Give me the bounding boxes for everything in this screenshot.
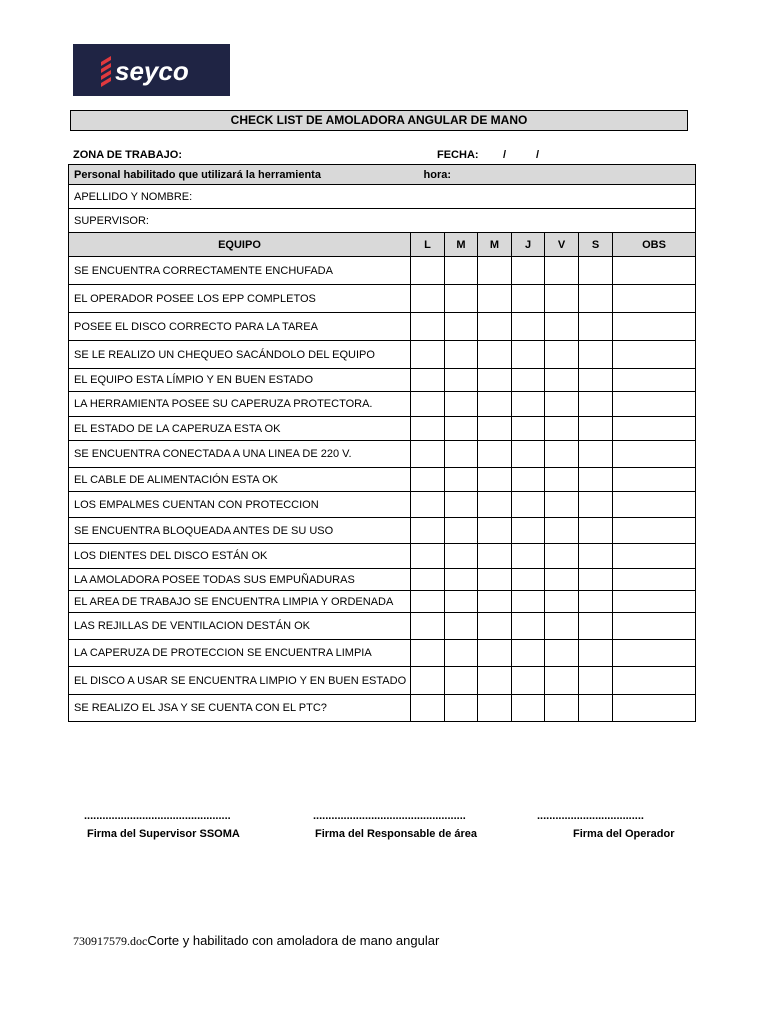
checklist-item-label: LOS EMPALMES CUENTAN CON PROTECCION (69, 492, 411, 518)
check-cell-miercoles[interactable] (478, 417, 512, 441)
checklist-item-label: EL OPERADOR POSEE LOS EPP COMPLETOS (69, 285, 411, 313)
check-cell-miercoles[interactable] (478, 441, 512, 468)
check-cell-lunes[interactable] (411, 257, 445, 285)
check-cell-miercoles[interactable] (478, 369, 512, 392)
check-cell-lunes[interactable] (411, 640, 445, 667)
check-cell-obs[interactable] (613, 257, 696, 285)
check-cell-viernes[interactable] (545, 441, 579, 468)
check-cell-viernes[interactable] (545, 313, 579, 341)
responsable-signature-label: Firma del Responsable de área (315, 828, 478, 840)
check-cell-obs[interactable] (613, 285, 696, 313)
check-cell-lunes[interactable] (411, 285, 445, 313)
check-cell-lunes[interactable] (411, 613, 445, 640)
supervisor-field[interactable]: SUPERVISOR: (69, 209, 696, 233)
checklist-item-label: LOS DIENTES DEL DISCO ESTÁN OK (69, 544, 411, 569)
check-cell-martes[interactable] (445, 518, 478, 544)
check-cell-miercoles[interactable] (478, 569, 512, 591)
zona-label: ZONA DE TRABAJO: (73, 149, 182, 161)
check-cell-lunes[interactable] (411, 417, 445, 441)
checklist-table (68, 164, 696, 722)
check-cell-miercoles[interactable] (478, 544, 512, 569)
check-cell-sabado[interactable] (579, 492, 613, 518)
col-equipo: EQUIPO (69, 233, 411, 257)
check-cell-viernes[interactable] (545, 257, 579, 285)
checklist-item-label: EL EQUIPO ESTA LÍMPIO Y EN BUEN ESTADO (69, 369, 411, 392)
check-cell-lunes[interactable] (411, 492, 445, 518)
check-cell-viernes[interactable] (545, 544, 579, 569)
check-cell-sabado[interactable] (579, 441, 613, 468)
checklist-item-label: POSEE EL DISCO CORRECTO PARA LA TAREA (69, 313, 411, 341)
column-header-row (69, 233, 696, 257)
checklist-row (69, 569, 696, 591)
check-cell-martes[interactable] (445, 313, 478, 341)
checklist-item-label: EL ESTADO DE LA CAPERUZA ESTA OK (69, 417, 411, 441)
checklist-item-label: LA CAPERUZA DE PROTECCION SE ENCUENTRA LIMPIA (69, 640, 411, 667)
checklist-row (69, 591, 696, 613)
checklist-row (69, 544, 696, 569)
check-cell-obs[interactable] (613, 313, 696, 341)
document-footer (73, 933, 439, 949)
check-cell-miercoles[interactable] (478, 667, 512, 695)
check-cell-sabado[interactable] (579, 417, 613, 441)
check-cell-jueves[interactable] (512, 468, 545, 492)
check-cell-jueves[interactable] (512, 613, 545, 640)
supervisor-signature-label: Firma del Supervisor SSOMA (87, 828, 240, 840)
check-cell-sabado[interactable] (579, 392, 613, 417)
work-zone-row (73, 148, 693, 164)
checklist-item-label: SE ENCUENTRA BLOQUEADA ANTES DE SU USO (69, 518, 411, 544)
checklist-item-label: LA AMOLADORA POSEE TODAS SUS EMPUÑADURAS (69, 569, 411, 591)
checklist-row (69, 369, 696, 392)
checklist-row (69, 492, 696, 518)
check-cell-sabado[interactable] (579, 591, 613, 613)
check-cell-martes[interactable] (445, 257, 478, 285)
checklist-items (69, 257, 696, 722)
check-cell-lunes[interactable] (411, 369, 445, 392)
check-cell-martes[interactable] (445, 441, 478, 468)
checklist-row (69, 468, 696, 492)
check-cell-obs[interactable] (613, 341, 696, 369)
check-cell-obs[interactable] (613, 591, 696, 613)
checklist-row (69, 313, 696, 341)
check-cell-obs[interactable] (613, 518, 696, 544)
check-cell-sabado[interactable] (579, 569, 613, 591)
check-cell-martes[interactable] (445, 640, 478, 667)
checklist-row (69, 667, 696, 695)
check-cell-sabado[interactable] (579, 544, 613, 569)
check-cell-viernes[interactable] (545, 417, 579, 441)
checklist-row (69, 640, 696, 667)
footer-filename: 730917579.doc (73, 934, 148, 948)
check-cell-sabado[interactable] (579, 518, 613, 544)
check-cell-martes[interactable] (445, 369, 478, 392)
check-cell-obs[interactable] (613, 441, 696, 468)
checklist-item-label: LA HERRAMIENTA POSEE SU CAPERUZA PROTECTORA. (69, 392, 411, 417)
check-cell-martes[interactable] (445, 613, 478, 640)
check-cell-jueves[interactable] (512, 544, 545, 569)
check-cell-obs[interactable] (613, 613, 696, 640)
checklist-row (69, 695, 696, 722)
check-cell-sabado[interactable] (579, 667, 613, 695)
check-cell-viernes[interactable] (545, 285, 579, 313)
check-cell-martes[interactable] (445, 569, 478, 591)
checklist-row (69, 392, 696, 417)
hora-label: hora: (423, 168, 451, 181)
checklist-item-label: SE ENCUENTRA CORRECTAMENTE ENCHUFADA (69, 257, 411, 285)
check-cell-lunes[interactable] (411, 313, 445, 341)
check-cell-jueves[interactable] (512, 369, 545, 392)
checklist-item-label: LAS REJILLAS DE VENTILACION DESTÁN OK (69, 613, 411, 640)
check-cell-jueves[interactable] (512, 591, 545, 613)
signature-line: ................................... (537, 810, 644, 822)
check-cell-martes[interactable] (445, 392, 478, 417)
check-cell-miercoles[interactable] (478, 613, 512, 640)
check-cell-viernes[interactable] (545, 613, 579, 640)
check-cell-miercoles[interactable] (478, 285, 512, 313)
checklist-row (69, 518, 696, 544)
check-cell-obs[interactable] (613, 369, 696, 392)
date-separator: / (536, 149, 540, 161)
checklist-row (69, 613, 696, 640)
signature-section (0, 810, 768, 850)
check-cell-martes[interactable] (445, 591, 478, 613)
col-martes: M (445, 233, 478, 257)
checklist-item-label: SE ENCUENTRA CONECTADA A UNA LINEA DE 220 V. (69, 441, 411, 468)
check-cell-martes[interactable] (445, 667, 478, 695)
check-cell-obs[interactable] (613, 492, 696, 518)
apellido-row (69, 185, 696, 209)
check-cell-viernes[interactable] (545, 695, 579, 722)
check-cell-obs[interactable] (613, 392, 696, 417)
footer-caption: Corte y habilitado con amoladora de mano angular (147, 933, 440, 948)
check-cell-obs[interactable] (613, 667, 696, 695)
check-cell-lunes[interactable] (411, 518, 445, 544)
check-cell-miercoles[interactable] (478, 492, 512, 518)
check-cell-viernes[interactable] (545, 667, 579, 695)
apellido-field[interactable]: APELLIDO Y NOMBRE: (69, 185, 696, 209)
check-cell-jueves[interactable] (512, 569, 545, 591)
check-cell-jueves[interactable] (512, 257, 545, 285)
check-cell-viernes[interactable] (545, 518, 579, 544)
check-cell-miercoles[interactable] (478, 640, 512, 667)
check-cell-lunes[interactable] (411, 544, 445, 569)
checklist-row (69, 285, 696, 313)
checklist-row (69, 341, 696, 369)
checklist-item-label: EL AREA DE TRABAJO SE ENCUENTRA LIMPIA Y ORDENADA (69, 591, 411, 613)
col-obs: OBS (613, 233, 696, 257)
check-cell-viernes[interactable] (545, 640, 579, 667)
check-cell-martes[interactable] (445, 341, 478, 369)
check-cell-lunes[interactable] (411, 667, 445, 695)
check-cell-sabado[interactable] (579, 613, 613, 640)
company-logo (73, 44, 230, 96)
check-cell-miercoles[interactable] (478, 392, 512, 417)
checklist-row (69, 441, 696, 468)
check-cell-miercoles[interactable] (478, 591, 512, 613)
check-cell-viernes[interactable] (545, 468, 579, 492)
check-cell-lunes[interactable] (411, 441, 445, 468)
date-separator: / (503, 149, 507, 161)
check-cell-martes[interactable] (445, 544, 478, 569)
col-jueves: J (512, 233, 545, 257)
check-cell-obs[interactable] (613, 695, 696, 722)
check-cell-viernes[interactable] (545, 492, 579, 518)
check-cell-jueves[interactable] (512, 518, 545, 544)
check-cell-miercoles[interactable] (478, 257, 512, 285)
check-cell-sabado[interactable] (579, 468, 613, 492)
check-cell-jueves[interactable] (512, 341, 545, 369)
check-cell-jueves[interactable] (512, 640, 545, 667)
check-cell-viernes[interactable] (545, 392, 579, 417)
check-cell-sabado[interactable] (579, 369, 613, 392)
seyco-logo-icon (97, 50, 207, 90)
personal-label: Personal habilitado que utilizará la herramienta (74, 168, 321, 181)
check-cell-jueves[interactable] (512, 695, 545, 722)
col-viernes: V (545, 233, 579, 257)
check-cell-lunes[interactable] (411, 695, 445, 722)
check-cell-viernes[interactable] (545, 341, 579, 369)
check-cell-jueves[interactable] (512, 441, 545, 468)
check-cell-miercoles[interactable] (478, 695, 512, 722)
check-cell-lunes[interactable] (411, 569, 445, 591)
check-cell-obs[interactable] (613, 544, 696, 569)
check-cell-obs[interactable] (613, 640, 696, 667)
check-cell-sabado[interactable] (579, 695, 613, 722)
check-cell-martes[interactable] (445, 695, 478, 722)
checklist-row (69, 417, 696, 441)
check-cell-martes[interactable] (445, 417, 478, 441)
signature-line: .................................................. (313, 810, 466, 822)
col-lunes: L (411, 233, 445, 257)
checklist-item-label: EL DISCO A USAR SE ENCUENTRA LIMPIO Y EN BUEN ESTADO (69, 667, 411, 695)
check-cell-jueves[interactable] (512, 392, 545, 417)
check-cell-jueves[interactable] (512, 417, 545, 441)
check-cell-martes[interactable] (445, 468, 478, 492)
check-cell-viernes[interactable] (545, 369, 579, 392)
check-cell-jueves[interactable] (512, 492, 545, 518)
signature-line: ................................................ (84, 810, 231, 822)
check-cell-obs[interactable] (613, 569, 696, 591)
form-title: CHECK LIST DE AMOLADORA ANGULAR DE MANO (70, 110, 688, 131)
check-cell-sabado[interactable] (579, 257, 613, 285)
check-cell-jueves[interactable] (512, 313, 545, 341)
check-cell-lunes[interactable] (411, 591, 445, 613)
checklist-item-label: SE LE REALIZO UN CHEQUEO SACÁNDOLO DEL EQUIPO (69, 341, 411, 369)
check-cell-miercoles[interactable] (478, 341, 512, 369)
checklist-row (69, 257, 696, 285)
operador-signature-label: Firma del Operador (573, 828, 675, 840)
check-cell-jueves[interactable] (512, 667, 545, 695)
check-cell-lunes[interactable] (411, 468, 445, 492)
check-cell-sabado[interactable] (579, 341, 613, 369)
col-sabado: S (579, 233, 613, 257)
col-miercoles: M (478, 233, 512, 257)
check-cell-miercoles[interactable] (478, 468, 512, 492)
checklist-item-label: EL CABLE DE ALIMENTACIÓN ESTA OK (69, 468, 411, 492)
logo-text: seyco (114, 56, 189, 86)
checklist-item-label: SE REALIZO EL JSA Y SE CUENTA CON EL PTC? (69, 695, 411, 722)
check-cell-viernes[interactable] (545, 569, 579, 591)
check-cell-obs[interactable] (613, 468, 696, 492)
check-cell-sabado[interactable] (579, 640, 613, 667)
check-cell-martes[interactable] (445, 285, 478, 313)
supervisor-row (69, 209, 696, 233)
check-cell-sabado[interactable] (579, 313, 613, 341)
fecha-label: FECHA: (437, 149, 479, 161)
check-cell-martes[interactable] (445, 492, 478, 518)
check-cell-miercoles[interactable] (478, 518, 512, 544)
personal-row (69, 165, 696, 185)
check-cell-obs[interactable] (613, 417, 696, 441)
check-cell-viernes[interactable] (545, 591, 579, 613)
check-cell-lunes[interactable] (411, 392, 445, 417)
check-cell-sabado[interactable] (579, 285, 613, 313)
check-cell-lunes[interactable] (411, 341, 445, 369)
check-cell-miercoles[interactable] (478, 313, 512, 341)
check-cell-jueves[interactable] (512, 285, 545, 313)
